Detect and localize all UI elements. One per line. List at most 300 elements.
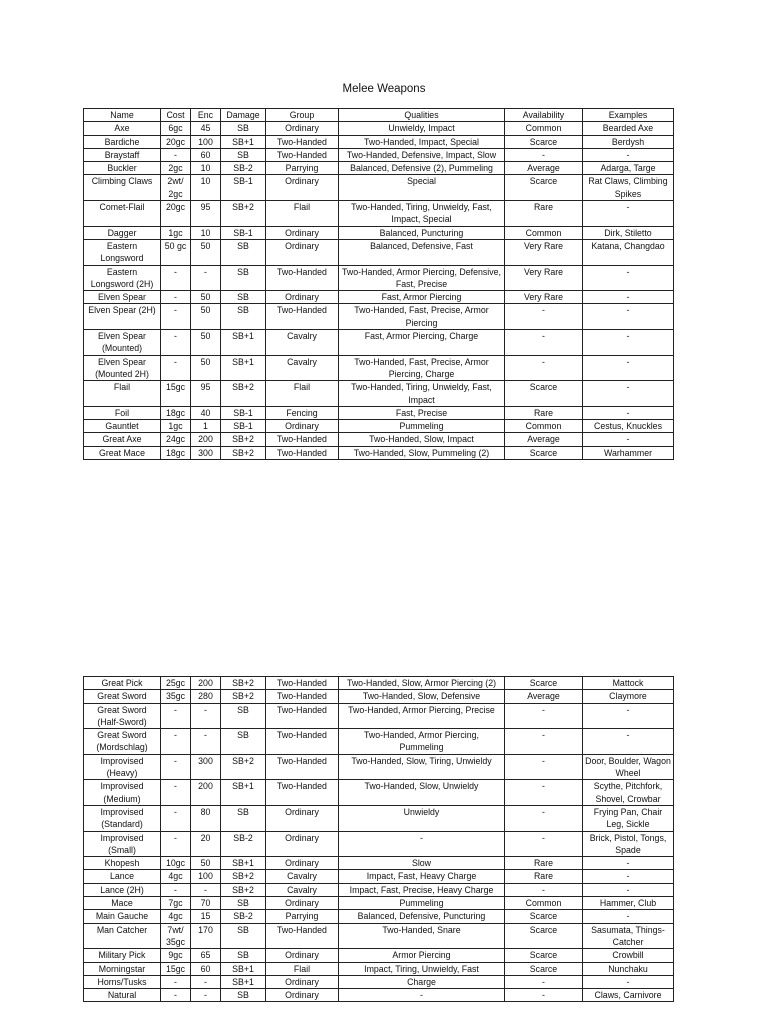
cell-name: Mace <box>84 897 161 910</box>
table-row <box>84 226 674 239</box>
cell-examples: - <box>583 975 674 988</box>
table-row <box>84 446 674 459</box>
cell-name: Man Catcher <box>84 923 161 949</box>
table-row <box>84 381 674 407</box>
cell-enc: 300 <box>191 754 221 780</box>
cell-availability: Scarce <box>505 381 583 407</box>
cell-cost: 20gc <box>161 135 191 148</box>
cell-examples: - <box>583 355 674 381</box>
table-row <box>84 330 674 356</box>
cell-name: Foil <box>84 406 161 419</box>
cell-cost: 4gc <box>161 910 191 923</box>
cell-damage: SB-2 <box>221 162 266 175</box>
cell-qualities: Pummeling <box>339 897 505 910</box>
cell-group: Cavalry <box>266 330 339 356</box>
cell-enc: - <box>191 989 221 1002</box>
cell-group: Two-Handed <box>266 304 339 330</box>
cell-qualities: Impact, Fast, Heavy Charge <box>339 870 505 883</box>
header-row <box>84 109 674 122</box>
cell-name: Elven Spear (Mounted 2H) <box>84 355 161 381</box>
cell-cost: 7gc <box>161 897 191 910</box>
melee-weapons-table-2 <box>83 676 674 1002</box>
table-row <box>84 304 674 330</box>
cell-enc: 60 <box>191 148 221 161</box>
table-row <box>84 831 674 857</box>
cell-qualities: Impact, Fast, Precise, Heavy Charge <box>339 883 505 896</box>
cell-damage: SB+1 <box>221 330 266 356</box>
cell-name: Khopesh <box>84 857 161 870</box>
cell-damage: SB-1 <box>221 406 266 419</box>
cell-enc: 40 <box>191 406 221 419</box>
table-row <box>84 690 674 703</box>
cell-cost: - <box>161 148 191 161</box>
cell-group: Two-Handed <box>266 677 339 690</box>
cell-cost: - <box>161 975 191 988</box>
cell-name: Comet-Flail <box>84 201 161 227</box>
cell-examples: - <box>583 381 674 407</box>
cell-availability: - <box>505 729 583 755</box>
cell-group: Ordinary <box>266 897 339 910</box>
cell-damage: SB+1 <box>221 135 266 148</box>
cell-availability: - <box>505 703 583 729</box>
cell-qualities: Fast, Armor Piercing <box>339 291 505 304</box>
table-row <box>84 135 674 148</box>
cell-name: Great Mace <box>84 446 161 459</box>
cell-availability: Rare <box>505 201 583 227</box>
cell-examples: - <box>583 910 674 923</box>
cell-group: Ordinary <box>266 831 339 857</box>
cell-name: Improvised (Medium) <box>84 780 161 806</box>
cell-cost: 7wt/ 35gc <box>161 923 191 949</box>
cell-qualities: Two-Handed, Slow, Armor Piercing (2) <box>339 677 505 690</box>
cell-name: Lance <box>84 870 161 883</box>
cell-damage: SB-1 <box>221 226 266 239</box>
cell-damage: SB <box>221 989 266 1002</box>
cell-qualities: Two-Handed, Tiring, Unwieldy, Fast, Impact, Special <box>339 201 505 227</box>
cell-enc: 100 <box>191 870 221 883</box>
table-row <box>84 857 674 870</box>
cell-damage: SB <box>221 805 266 831</box>
cell-enc: - <box>191 703 221 729</box>
cell-group: Parrying <box>266 910 339 923</box>
cell-name: Buckler <box>84 162 161 175</box>
cell-enc: 200 <box>191 433 221 446</box>
table-row <box>84 729 674 755</box>
cell-qualities: Fast, Armor Piercing, Charge <box>339 330 505 356</box>
cell-damage: SB+2 <box>221 883 266 896</box>
cell-qualities: Two-Handed, Slow, Defensive <box>339 690 505 703</box>
cell-cost: 15gc <box>161 962 191 975</box>
cell-group: Two-Handed <box>266 754 339 780</box>
cell-cost: - <box>161 291 191 304</box>
cell-group: Two-Handed <box>266 446 339 459</box>
cell-qualities: Balanced, Defensive, Puncturing <box>339 910 505 923</box>
cell-name: Elven Spear <box>84 291 161 304</box>
cell-group: Cavalry <box>266 883 339 896</box>
cell-qualities: Two-Handed, Tiring, Unwieldy, Fast, Impact <box>339 381 505 407</box>
cell-availability: - <box>505 148 583 161</box>
cell-qualities: Fast, Precise <box>339 406 505 419</box>
cell-enc: 50 <box>191 291 221 304</box>
cell-cost: 2gc <box>161 162 191 175</box>
cell-name: Great Sword (Mordschlag) <box>84 729 161 755</box>
cell-qualities: Two-Handed, Slow, Pummeling (2) <box>339 446 505 459</box>
cell-enc: 65 <box>191 949 221 962</box>
cell-examples: - <box>583 291 674 304</box>
cell-name: Dagger <box>84 226 161 239</box>
column-header-group: Group <box>266 109 339 122</box>
cell-damage: SB+1 <box>221 975 266 988</box>
cell-examples: Nunchaku <box>583 962 674 975</box>
cell-cost: 18gc <box>161 446 191 459</box>
cell-enc: 1 <box>191 420 221 433</box>
cell-qualities: Balanced, Puncturing <box>339 226 505 239</box>
column-header-damage: Damage <box>221 109 266 122</box>
cell-availability: Rare <box>505 406 583 419</box>
cell-name: Gauntlet <box>84 420 161 433</box>
cell-enc: 10 <box>191 175 221 201</box>
table-row <box>84 406 674 419</box>
cell-name: Military Pick <box>84 949 161 962</box>
table-row <box>84 883 674 896</box>
cell-qualities: Special <box>339 175 505 201</box>
cell-group: Ordinary <box>266 291 339 304</box>
column-header-enc: Enc <box>191 109 221 122</box>
cell-qualities: Two-Handed, Armor Piercing, Pummeling <box>339 729 505 755</box>
cell-group: Two-Handed <box>266 780 339 806</box>
cell-damage: SB-1 <box>221 420 266 433</box>
cell-enc: 50 <box>191 355 221 381</box>
cell-cost: 18gc <box>161 406 191 419</box>
cell-examples: Rat Claws, Climbing Spikes <box>583 175 674 201</box>
cell-qualities: Two-Handed, Slow, Impact <box>339 433 505 446</box>
cell-availability: - <box>505 989 583 1002</box>
column-header-qualities: Qualities <box>339 109 505 122</box>
cell-examples: Hammer, Club <box>583 897 674 910</box>
cell-availability: Scarce <box>505 677 583 690</box>
cell-enc: 15 <box>191 910 221 923</box>
cell-name: Improvised (Small) <box>84 831 161 857</box>
cell-examples: Claws, Carnivore <box>583 989 674 1002</box>
column-header-cost: Cost <box>161 109 191 122</box>
cell-availability: Rare <box>505 870 583 883</box>
cell-qualities: Two-Handed, Slow, Tiring, Unwieldy <box>339 754 505 780</box>
cell-group: Flail <box>266 381 339 407</box>
cell-examples: - <box>583 330 674 356</box>
cell-cost: 9gc <box>161 949 191 962</box>
cell-qualities: Unwieldy <box>339 805 505 831</box>
cell-availability: - <box>505 355 583 381</box>
cell-cost: - <box>161 355 191 381</box>
cell-availability: Very Rare <box>505 265 583 291</box>
cell-availability: Common <box>505 897 583 910</box>
cell-qualities: Two-Handed, Defensive, Impact, Slow <box>339 148 505 161</box>
cell-examples: - <box>583 201 674 227</box>
cell-cost: 2wt/ 2gc <box>161 175 191 201</box>
cell-availability: - <box>505 330 583 356</box>
cell-damage: SB <box>221 897 266 910</box>
cell-group: Ordinary <box>266 122 339 135</box>
cell-enc: 50 <box>191 330 221 356</box>
cell-damage: SB+2 <box>221 433 266 446</box>
cell-group: Flail <box>266 201 339 227</box>
cell-damage: SB+1 <box>221 355 266 381</box>
table-row <box>84 355 674 381</box>
cell-damage: SB+2 <box>221 870 266 883</box>
cell-availability: - <box>505 831 583 857</box>
cell-cost: - <box>161 831 191 857</box>
cell-group: Two-Handed <box>266 265 339 291</box>
cell-enc: 100 <box>191 135 221 148</box>
cell-group: Ordinary <box>266 989 339 1002</box>
table-row <box>84 122 674 135</box>
cell-examples: Bearded Axe <box>583 122 674 135</box>
cell-enc: 80 <box>191 805 221 831</box>
cell-availability: Rare <box>505 857 583 870</box>
cell-name: Eastern Longsword <box>84 239 161 265</box>
cell-damage: SB <box>221 148 266 161</box>
cell-name: Morningstar <box>84 962 161 975</box>
cell-availability: Scarce <box>505 446 583 459</box>
cell-damage: SB-2 <box>221 910 266 923</box>
table-row <box>84 949 674 962</box>
cell-name: Great Sword <box>84 690 161 703</box>
cell-enc: 20 <box>191 831 221 857</box>
table-row <box>84 703 674 729</box>
cell-name: Bardiche <box>84 135 161 148</box>
cell-group: Flail <box>266 962 339 975</box>
table-row <box>84 162 674 175</box>
cell-examples: - <box>583 729 674 755</box>
cell-damage: SB+1 <box>221 780 266 806</box>
cell-examples: Scythe, Pitchfork, Shovel, Crowbar <box>583 780 674 806</box>
cell-examples: Mattock <box>583 677 674 690</box>
cell-availability: Average <box>505 162 583 175</box>
cell-group: Ordinary <box>266 420 339 433</box>
cell-enc: 300 <box>191 446 221 459</box>
cell-qualities: Two-Handed, Snare <box>339 923 505 949</box>
cell-availability: - <box>505 304 583 330</box>
cell-qualities: Armor Piercing <box>339 949 505 962</box>
table-row <box>84 870 674 883</box>
table-row <box>84 148 674 161</box>
cell-examples: Crowbill <box>583 949 674 962</box>
cell-damage: SB <box>221 239 266 265</box>
cell-examples: Brick, Pistol, Tongs, Spade <box>583 831 674 857</box>
column-header-availability: Availability <box>505 109 583 122</box>
cell-group: Ordinary <box>266 239 339 265</box>
cell-examples: Katana, Changdao <box>583 239 674 265</box>
table-row <box>84 923 674 949</box>
cell-examples: Claymore <box>583 690 674 703</box>
table-row <box>84 175 674 201</box>
melee-weapons-table-1 <box>83 108 674 460</box>
cell-examples: - <box>583 304 674 330</box>
cell-group: Ordinary <box>266 949 339 962</box>
cell-name: Climbing Claws <box>84 175 161 201</box>
cell-name: Natural <box>84 989 161 1002</box>
cell-enc: - <box>191 975 221 988</box>
table-row <box>84 677 674 690</box>
column-header-examples: Examples <box>583 109 674 122</box>
cell-examples: Door, Boulder, Wagon Wheel <box>583 754 674 780</box>
cell-cost: 24gc <box>161 433 191 446</box>
cell-enc: - <box>191 265 221 291</box>
cell-damage: SB <box>221 949 266 962</box>
cell-examples: Frying Pan, Chair Leg, Sickle <box>583 805 674 831</box>
cell-availability: - <box>505 780 583 806</box>
cell-damage: SB <box>221 703 266 729</box>
cell-enc: 50 <box>191 857 221 870</box>
cell-qualities: Impact, Tiring, Unwieldy, Fast <box>339 962 505 975</box>
cell-cost: - <box>161 703 191 729</box>
cell-enc: 95 <box>191 381 221 407</box>
cell-enc: 60 <box>191 962 221 975</box>
cell-damage: SB+2 <box>221 754 266 780</box>
table-row <box>84 780 674 806</box>
cell-examples: - <box>583 870 674 883</box>
cell-availability: - <box>505 883 583 896</box>
cell-availability: - <box>505 975 583 988</box>
cell-enc: 50 <box>191 239 221 265</box>
cell-cost: - <box>161 754 191 780</box>
cell-enc: - <box>191 883 221 896</box>
cell-damage: SB <box>221 304 266 330</box>
cell-group: Ordinary <box>266 226 339 239</box>
cell-cost: - <box>161 330 191 356</box>
cell-name: Improvised (Standard) <box>84 805 161 831</box>
cell-qualities: - <box>339 989 505 1002</box>
cell-cost: 6gc <box>161 122 191 135</box>
cell-cost: - <box>161 265 191 291</box>
column-header-name: Name <box>84 109 161 122</box>
cell-damage: SB <box>221 729 266 755</box>
cell-cost: 1gc <box>161 420 191 433</box>
cell-group: Two-Handed <box>266 690 339 703</box>
cell-enc: 200 <box>191 677 221 690</box>
cell-availability: Average <box>505 690 583 703</box>
cell-qualities: Balanced, Defensive (2), Pummeling <box>339 162 505 175</box>
cell-cost: 50 gc <box>161 239 191 265</box>
cell-name: Axe <box>84 122 161 135</box>
cell-cost: 15gc <box>161 381 191 407</box>
cell-examples: Sasumata, Things-Catcher <box>583 923 674 949</box>
cell-qualities: Slow <box>339 857 505 870</box>
cell-examples: - <box>583 265 674 291</box>
cell-qualities: Balanced, Defensive, Fast <box>339 239 505 265</box>
cell-enc: 170 <box>191 923 221 949</box>
page-title: Melee Weapons <box>342 83 426 95</box>
table-row <box>84 975 674 988</box>
cell-availability: Scarce <box>505 949 583 962</box>
cell-examples: Berdysh <box>583 135 674 148</box>
cell-name: Braystaff <box>84 148 161 161</box>
cell-qualities: Two-Handed, Armor Piercing, Defensive, Fast, Precise <box>339 265 505 291</box>
cell-cost: 20gc <box>161 201 191 227</box>
cell-availability: Average <box>505 433 583 446</box>
cell-cost: 25gc <box>161 677 191 690</box>
cell-examples: Adarga, Targe <box>583 162 674 175</box>
cell-availability: Scarce <box>505 135 583 148</box>
cell-qualities: Two-Handed, Fast, Precise, Armor Piercing <box>339 304 505 330</box>
cell-group: Two-Handed <box>266 703 339 729</box>
cell-damage: SB+1 <box>221 857 266 870</box>
cell-examples: - <box>583 148 674 161</box>
cell-qualities: Two-Handed, Impact, Special <box>339 135 505 148</box>
cell-group: Fencing <box>266 406 339 419</box>
cell-qualities: Unwieldy, Impact <box>339 122 505 135</box>
cell-damage: SB+2 <box>221 201 266 227</box>
cell-cost: - <box>161 729 191 755</box>
cell-enc: 200 <box>191 780 221 806</box>
cell-availability: Common <box>505 226 583 239</box>
table-row <box>84 962 674 975</box>
cell-cost: 10gc <box>161 857 191 870</box>
cell-damage: SB+2 <box>221 690 266 703</box>
cell-availability: Scarce <box>505 923 583 949</box>
cell-availability: Very Rare <box>505 239 583 265</box>
cell-group: Ordinary <box>266 805 339 831</box>
table-row <box>84 291 674 304</box>
cell-examples: Dirk, Stiletto <box>583 226 674 239</box>
cell-availability: Scarce <box>505 962 583 975</box>
cell-damage: SB <box>221 265 266 291</box>
cell-name: Great Pick <box>84 677 161 690</box>
cell-qualities: Charge <box>339 975 505 988</box>
table-row <box>84 433 674 446</box>
cell-damage: SB <box>221 122 266 135</box>
cell-qualities: Pummeling <box>339 420 505 433</box>
table-row <box>84 897 674 910</box>
cell-damage: SB <box>221 923 266 949</box>
cell-qualities: - <box>339 831 505 857</box>
cell-group: Ordinary <box>266 857 339 870</box>
table-row <box>84 265 674 291</box>
cell-name: Great Sword (Half-Sword) <box>84 703 161 729</box>
cell-availability: Very Rare <box>505 291 583 304</box>
cell-name: Eastern Longsword (2H) <box>84 265 161 291</box>
cell-enc: 70 <box>191 897 221 910</box>
cell-group: Two-Handed <box>266 729 339 755</box>
cell-group: Two-Handed <box>266 923 339 949</box>
cell-enc: - <box>191 729 221 755</box>
cell-availability: - <box>505 805 583 831</box>
cell-cost: - <box>161 989 191 1002</box>
cell-name: Great Axe <box>84 433 161 446</box>
cell-group: Cavalry <box>266 870 339 883</box>
cell-group: Cavalry <box>266 355 339 381</box>
table-row <box>84 201 674 227</box>
cell-examples: - <box>583 433 674 446</box>
cell-name: Elven Spear (Mounted) <box>84 330 161 356</box>
cell-name: Improvised (Heavy) <box>84 754 161 780</box>
cell-examples: - <box>583 883 674 896</box>
table-row <box>84 989 674 1002</box>
cell-damage: SB+2 <box>221 446 266 459</box>
cell-cost: - <box>161 805 191 831</box>
cell-group: Parrying <box>266 162 339 175</box>
cell-cost: 35gc <box>161 690 191 703</box>
cell-availability: Common <box>505 420 583 433</box>
cell-enc: 10 <box>191 162 221 175</box>
cell-name: Elven Spear (2H) <box>84 304 161 330</box>
cell-examples: Warhammer <box>583 446 674 459</box>
cell-cost: - <box>161 304 191 330</box>
cell-cost: - <box>161 883 191 896</box>
cell-damage: SB-1 <box>221 175 266 201</box>
cell-availability: - <box>505 754 583 780</box>
table-row <box>84 910 674 923</box>
